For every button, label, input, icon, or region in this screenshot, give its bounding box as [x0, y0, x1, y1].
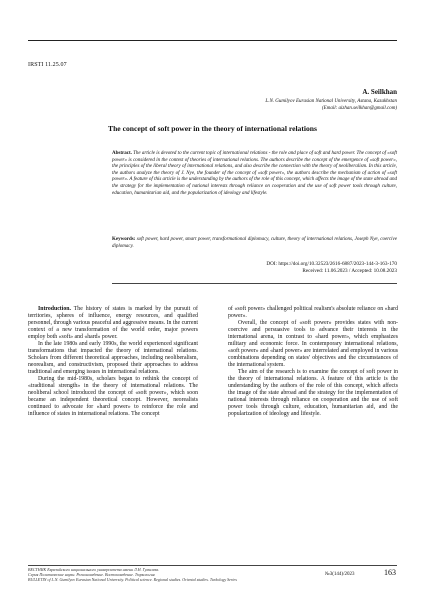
section-divider: [112, 283, 397, 284]
paragraph: The aim of the research is to examine the concept of soft power in the theory of international relations. A feature of this article is the understanding by the authors of the role of this concept, which affects the image of the state abroad and the strategy for the implementation of national interests through reliance on cooperation and the use of soft power tools through culture, education, humanitarian aid, and the popularization of ideology and lifestyle.: [228, 369, 398, 417]
abstract-text: The article is devoted to the current topic of international relations - the role and place of soft and hard power. The concept of «soft power» is considered in the context of theories of international relations. The authors describe the concept of the emergence of «soft power», the principles of the liberal theory of international relations, and also describe the connection with the theory of neoliberalism. In this article, the authors analyze the theory of J. Nye, the founder of the concept of «soft power», the authors describe the mechanism of action of «soft power». A feature of this article is the understanding by the authors of the role of this concept, which affects the image of the state abroad and the strategy for the implementation of national interests through reliance on cooperation and the use of soft power tools through culture, education, humanitarian aid, and the popularization of ideology and lifestyle.: [112, 151, 397, 196]
body-column-right: [228, 306, 398, 418]
body-column-left: [28, 306, 198, 418]
abstract: [112, 151, 397, 197]
page-number: 163: [384, 568, 396, 577]
doi-block: [266, 261, 397, 276]
paragraph: During the mid-1980s, scholars began to rethink the concept of «traditional strength» in the theory of international relations. The neoliberal school introduced the concept of «soft power», which soon became an independent theoretical concept. However, neorealists continued to advocate for «hard power» to reinforce the role and influence of states in international relations. The concept: [28, 376, 198, 417]
paragraph: of «soft power» challenged political realism's absolute reliance on «hard power».: [228, 306, 398, 319]
paragraph-text: The history of states is marked by the pursuit of territories, spheres of influence, energy resources, and qualified personnel, through various peaceful and aggressive means. In the current context of a new transformation of the world order, major powers employ both «soft» and «hard» power.: [28, 306, 198, 340]
paragraph: Overall, the concept of «soft power» provides states with non-coercive and persuasive tools to advance their interests in the international arena, in contrast to «hard power», which emphasizes military and economic force. In contemporary international relations, «soft power» and «hard power» are interrelated and employed in various combinations depending on states' objectives and the circumstances of the international system.: [228, 320, 398, 368]
article-title: The concept of soft power in the theory of international relations: [108, 124, 317, 133]
received-dates: Received: 11.06.2023 / Accepted: 10.08.2023: [302, 268, 397, 275]
journal-line: ВЕСТНИК Евразийского национального университета имени Л.Н. Гумилева.: [28, 567, 160, 572]
journal-line: BULLETIN of L.N. Gumilyov Eurasian National University. Political science. Regional studies. Oriental studies. Turkology Series: [28, 577, 237, 582]
journal-line: Серия Политические науки. Регионоведение. Востоковедение. Тюркология: [28, 572, 155, 577]
author-affiliation: L.N. Gumilyov Eurasian National University, Astana, Kazakhstan: [265, 99, 397, 104]
footer-divider: [28, 565, 397, 566]
keywords-text: soft power, hard power, smart power, transformational diplomacy, culture, theory of international relations, Joseph Nye, coercive diplomacy.: [112, 237, 397, 249]
keywords-label: Keywords:: [112, 237, 136, 242]
journal-info: [28, 567, 328, 582]
author-name: A. Seilkhan: [362, 88, 397, 96]
intro-label: Introduction.: [38, 306, 71, 312]
paragraph: In the late 1980s and early 1990s, the world experienced significant transformations that impacted the theory of international relations. Scholars from different theoretical approaches, including neoliberalism, neorealism, and constructivism, proposed their approaches to address traditional and emerging issues in international relations.: [28, 341, 198, 375]
paragraph: [28, 306, 198, 341]
abstract-label: Abstract.: [112, 151, 132, 156]
top-divider: [28, 40, 397, 41]
author-block: [97, 88, 397, 112]
doi-link[interactable]: DOI: https://doi.org/10.32523/2616-6887/2023-144-3-163-170: [266, 261, 397, 267]
irsti-code: IRSTI 11.25.07: [28, 62, 67, 68]
author-email: (Email: aizhan.seilkhan@gmail.com): [321, 106, 397, 111]
issue-number: №3(144)/2023: [325, 572, 355, 577]
keywords: [112, 237, 397, 250]
